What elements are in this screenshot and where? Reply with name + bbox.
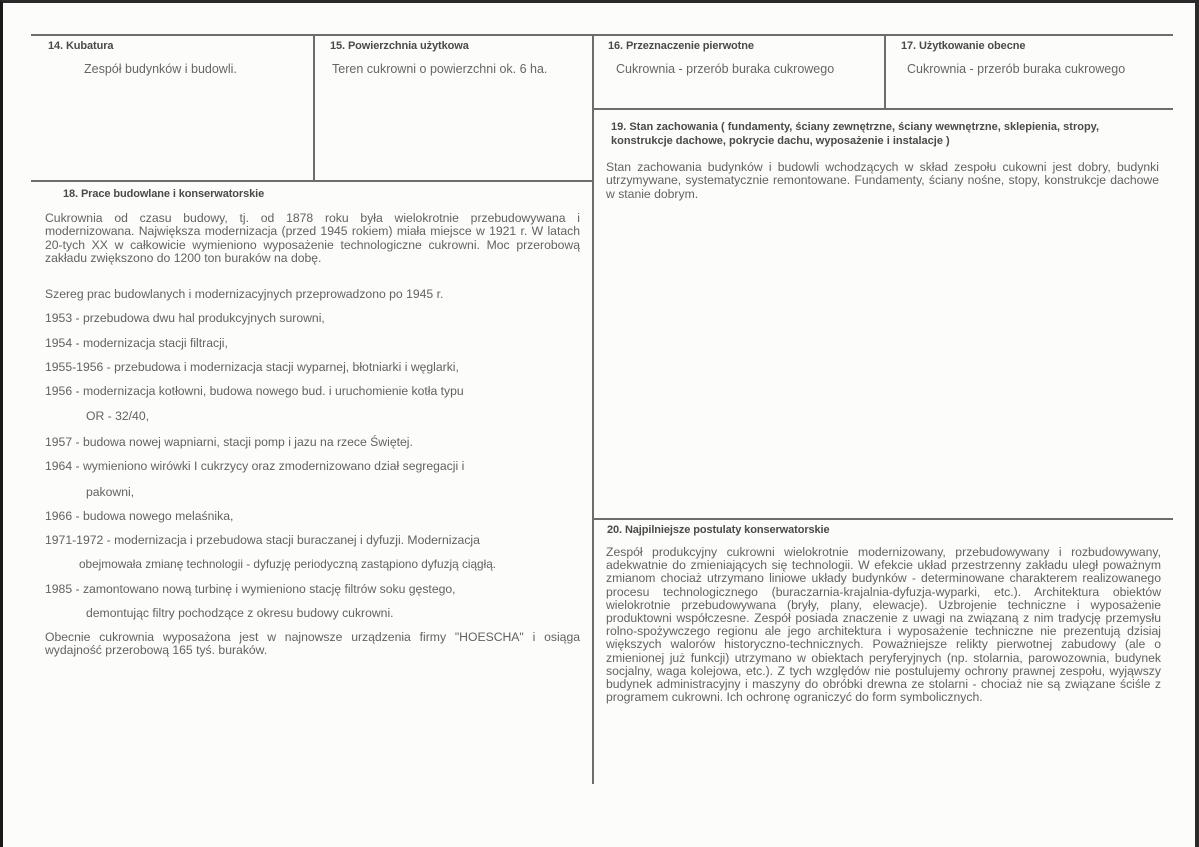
field-17-value: Cukrownia - przerób buraka cukrowego	[907, 62, 1126, 76]
field-15-value: Teren cukrowni o powierzchni ok. 6 ha.	[332, 62, 548, 76]
field-14-label: 14. Kubatura	[48, 40, 114, 52]
field-18-line: Szereg prac budowlanych i modernizacyjnych przeprowadzono po 1945 r.	[45, 287, 444, 301]
rule-above-20	[593, 518, 1173, 520]
field-19-value: Stan zachowania budynków i budowli wchodzących w skład zespołu cukowni jest dobry, budynki utrzymywane, systematycznie remontowane. Fundamenty, ściany nośne, stopy, konstrukcje dachowe w stanie dobrym.	[606, 160, 1159, 201]
field-18-line: 1964 - wymieniono wirówki I cukrzycy oraz zmodernizowano dział segregacji i	[45, 459, 465, 473]
rule-under-16-17	[593, 108, 1173, 110]
field-19-label: 19. Stan zachowania ( fundamenty, ściany zewnętrzne, ściany wewnętrzne, sklepienia, stropy, konstrukcje dachowe, pokrycie dachu, wyposażenie i instalacje )	[611, 121, 1100, 147]
field-18-line: obejmowała zmianę technologii - dyfuzję periodyczną zastąpiono dyfuzją ciągłą.	[79, 557, 497, 571]
field-18-line: 1955-1956 - przebudowa i modernizacja stacji wyparnej, błotniarki i węglarki,	[45, 360, 459, 374]
field-20-label: 20. Najpilniejsze postulaty konserwatorskie	[607, 524, 830, 536]
field-18-line: 1953 - przebudowa dwu hal produkcyjnych surowni,	[45, 311, 325, 325]
field-18-line: pakowni,	[86, 485, 135, 499]
divider-main	[592, 34, 594, 784]
field-18-line: 1957 - budowa nowej wapniarni, stacji pomp i jazu na rzece Świętej.	[45, 435, 413, 449]
field-18-line: 1956 - modernizacja kotłowni, budowa nowego bud. i uruchomienie kotła typu	[45, 384, 464, 398]
field-18-line: OR - 32/40,	[86, 409, 149, 423]
divider-16-17	[884, 34, 886, 109]
divider-14-15	[313, 34, 315, 181]
field-18-intro: Cukrownia od czasu budowy, tj. od 1878 roku była wielokrotnie przebudowywana i modernizowana. Największa modernizacja (przed 1945 rokiem) miała miejsce w 1921 r. W latach 20-tych XX w całkowicie wymieniono wyposażenie technologiczne cukrowni. Moc przerobową zakładu zwiększono do 1200 ton buraków na dobę.	[45, 211, 580, 265]
field-18-line: 1985 - zamontowano nową turbinę i wymieniono stację filtrów soku gęstego,	[45, 582, 456, 596]
field-15-label: 15. Powierzchnia użytkowa	[330, 40, 469, 52]
rule-above-18	[31, 180, 593, 182]
field-18-line: 1966 - budowa nowego melaśnika,	[45, 509, 234, 523]
field-18-line: 1954 - modernizacja stacji filtracji,	[45, 336, 228, 350]
field-18-line: demontując filtry pochodzące z okresu budowy cukrowni.	[86, 606, 394, 620]
top-rule	[31, 34, 1173, 36]
field-16-label: 16. Przeznaczenie pierwotne	[608, 40, 754, 52]
field-16-value: Cukrownia - przerób buraka cukrowego	[616, 62, 835, 76]
field-14-value: Zespół budynków i budowli.	[84, 62, 237, 76]
field-20-value: Zespół produkcyjny cukrowni wielokrotnie modernizowany, przebudowywany i rozbudowywany, adekwatnie do zmieniających się technologii. W efekcie układ przestrzenny zakładu uległ poważnym zmianom chociaż utrzymano liniowe układy budynków - determinowane charakterem realizowanego procesu technologicznego (buraczarnia-krajalnia-dyfuzja-wyparki, etc.). Architektura obiektów wielokrotnie przebudowywana (bryły, plany, elewacje). Uzbrojenie techniczne i wyposażenie produktowni współczesne. Zespół posiada znaczenie z uwagi na związaną z nim tradycję przemysłu rolno-spożywczego regionu ale jego architektura i wyposażenie techniczne nie prezentują dzisiaj większych walorów historyczno-technicznych. Poważniejsze relikty pierwotnej zabudowy (ale o zmienionej już funkcji) utrzymano w obiektach peryferyjnych (np. stolarnia, parowozownia, budynek socjalny, waga kolejowa, etc.). Z tych względów nie postulujemy ochrony prawnej zespołu, wyjąwszy budynek administracyjny i maszyny do obróbki drewna ze stolarni - chociaż nie są związane ściśle z programem cukrowni. Ich ochronę ograniczyć do form symbolicznych.	[606, 545, 1161, 705]
field-18-label: 18. Prace budowlane i konserwatorskie	[63, 188, 265, 200]
field-18-line: 1971-1972 - modernizacja i przebudowa stacji buraczanej i dyfuzji. Modernizacja	[45, 533, 480, 547]
field-18-outro: Obecnie cukrownia wyposażona jest w najnowsze urządzenia firmy "HOESCHA" i osiąga wydajność przerobową 165 tyś. buraków.	[45, 630, 580, 658]
field-17-label: 17. Użytkowanie obecne	[901, 40, 1026, 52]
